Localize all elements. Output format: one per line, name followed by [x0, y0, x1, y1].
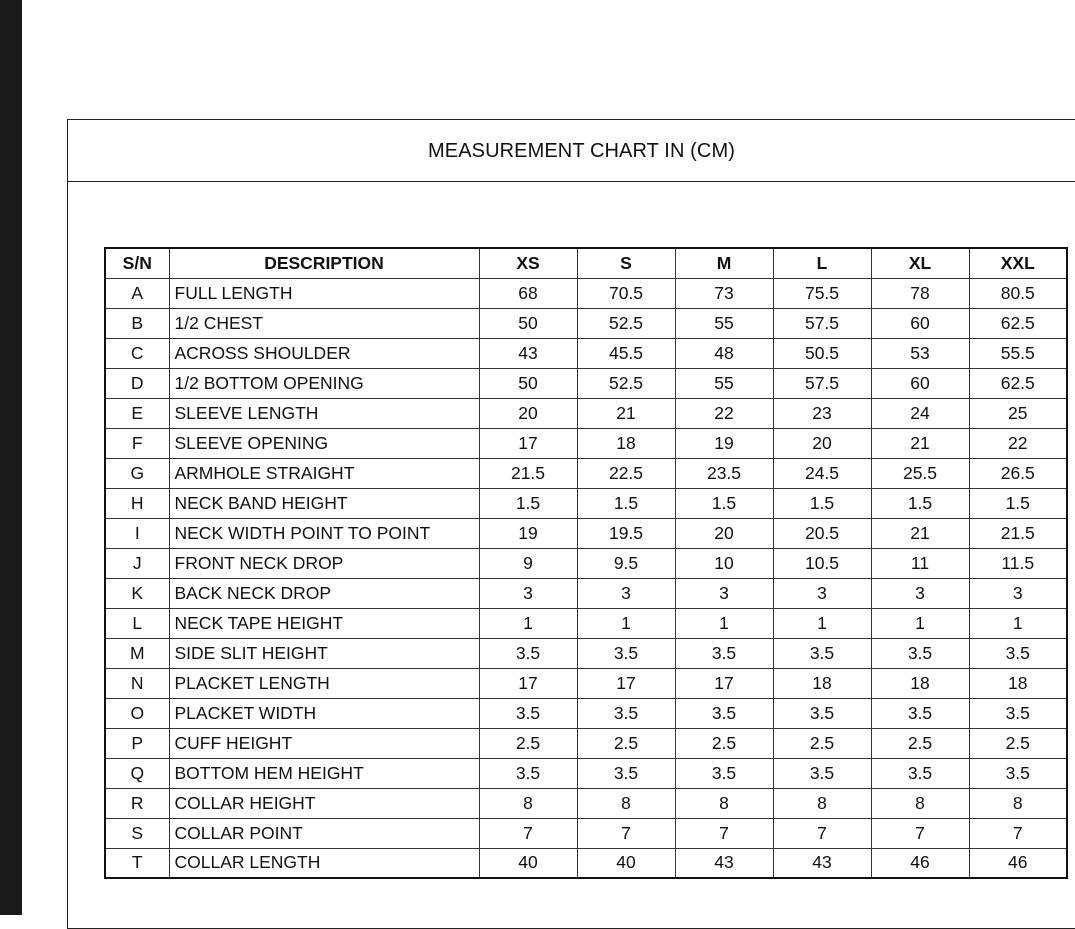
table-row [105, 668, 1067, 698]
cell-xs: 3.5 [479, 698, 577, 728]
cell-xs: 17 [479, 428, 577, 458]
cell-xl: 11 [871, 548, 969, 578]
cell-description: FULL LENGTH [169, 278, 479, 308]
cell-l: 1 [773, 608, 871, 638]
cell-m: 3.5 [675, 758, 773, 788]
table-row [105, 368, 1067, 398]
cell-description: SLEEVE OPENING [169, 428, 479, 458]
cell-s: 7 [577, 818, 675, 848]
cell-xl: 60 [871, 368, 969, 398]
table-row [105, 758, 1067, 788]
cell-sn: K [105, 578, 169, 608]
cell-sn: E [105, 398, 169, 428]
cell-l: 43 [773, 848, 871, 878]
cell-m: 43 [675, 848, 773, 878]
cell-m: 10 [675, 548, 773, 578]
cell-description: ACROSS SHOULDER [169, 338, 479, 368]
cell-l: 57.5 [773, 308, 871, 338]
cell-description: NECK TAPE HEIGHT [169, 608, 479, 638]
cell-description: SLEEVE LENGTH [169, 398, 479, 428]
cell-m: 55 [675, 368, 773, 398]
table-row [105, 548, 1067, 578]
left-edge-bar [0, 0, 22, 915]
cell-xxl: 26.5 [969, 458, 1067, 488]
cell-sn: M [105, 638, 169, 668]
cell-sn: J [105, 548, 169, 578]
cell-sn: H [105, 488, 169, 518]
table-row [105, 308, 1067, 338]
cell-l: 7 [773, 818, 871, 848]
cell-s: 2.5 [577, 728, 675, 758]
cell-sn: L [105, 608, 169, 638]
table-row [105, 338, 1067, 368]
cell-xl: 3.5 [871, 638, 969, 668]
cell-xs: 17 [479, 668, 577, 698]
cell-xs: 3 [479, 578, 577, 608]
cell-xs: 21.5 [479, 458, 577, 488]
cell-xl: 3.5 [871, 698, 969, 728]
table-row [105, 608, 1067, 638]
cell-m: 19 [675, 428, 773, 458]
cell-xxl: 18 [969, 668, 1067, 698]
cell-xxl: 22 [969, 428, 1067, 458]
cell-xxl: 1 [969, 608, 1067, 638]
header-description: DESCRIPTION [169, 248, 479, 278]
table-row [105, 848, 1067, 878]
cell-xl: 1.5 [871, 488, 969, 518]
cell-s: 1 [577, 608, 675, 638]
cell-sn: P [105, 728, 169, 758]
cell-m: 22 [675, 398, 773, 428]
cell-xxl: 11.5 [969, 548, 1067, 578]
cell-description: NECK BAND HEIGHT [169, 488, 479, 518]
table-row [105, 788, 1067, 818]
cell-xl: 8 [871, 788, 969, 818]
cell-l: 57.5 [773, 368, 871, 398]
cell-xxl: 21.5 [969, 518, 1067, 548]
cell-xl: 78 [871, 278, 969, 308]
cell-sn: C [105, 338, 169, 368]
cell-s: 22.5 [577, 458, 675, 488]
cell-xxl: 2.5 [969, 728, 1067, 758]
chart-title: MEASUREMENT CHART IN (CM) [428, 140, 735, 162]
cell-xs: 1.5 [479, 488, 577, 518]
cell-xs: 3.5 [479, 638, 577, 668]
cell-description: SIDE SLIT HEIGHT [169, 638, 479, 668]
table-row [105, 728, 1067, 758]
cell-l: 2.5 [773, 728, 871, 758]
cell-description: FRONT NECK DROP [169, 548, 479, 578]
cell-xxl: 8 [969, 788, 1067, 818]
cell-s: 17 [577, 668, 675, 698]
cell-description: COLLAR HEIGHT [169, 788, 479, 818]
cell-description: PLACKET WIDTH [169, 698, 479, 728]
header-xl: XL [871, 248, 969, 278]
cell-l: 20 [773, 428, 871, 458]
table-row [105, 278, 1067, 308]
cell-m: 2.5 [675, 728, 773, 758]
cell-xs: 1 [479, 608, 577, 638]
cell-description: BOTTOM HEM HEIGHT [169, 758, 479, 788]
cell-xs: 8 [479, 788, 577, 818]
cell-m: 1.5 [675, 488, 773, 518]
cell-s: 18 [577, 428, 675, 458]
cell-xxl: 3.5 [969, 698, 1067, 728]
cell-xs: 7 [479, 818, 577, 848]
cell-s: 8 [577, 788, 675, 818]
table-row [105, 698, 1067, 728]
table-row [105, 398, 1067, 428]
cell-s: 45.5 [577, 338, 675, 368]
cell-xl: 60 [871, 308, 969, 338]
cell-s: 3 [577, 578, 675, 608]
cell-xxl: 3.5 [969, 638, 1067, 668]
header-xxl: XXL [969, 248, 1067, 278]
cell-description: NECK WIDTH POINT TO POINT [169, 518, 479, 548]
cell-xl: 46 [871, 848, 969, 878]
cell-sn: O [105, 698, 169, 728]
cell-xs: 40 [479, 848, 577, 878]
cell-m: 7 [675, 818, 773, 848]
cell-xxl: 7 [969, 818, 1067, 848]
cell-l: 24.5 [773, 458, 871, 488]
cell-xl: 53 [871, 338, 969, 368]
cell-xxl: 3 [969, 578, 1067, 608]
cell-xs: 68 [479, 278, 577, 308]
cell-m: 55 [675, 308, 773, 338]
cell-description: BACK NECK DROP [169, 578, 479, 608]
cell-m: 17 [675, 668, 773, 698]
cell-s: 70.5 [577, 278, 675, 308]
cell-m: 1 [675, 608, 773, 638]
cell-sn: F [105, 428, 169, 458]
cell-l: 10.5 [773, 548, 871, 578]
cell-l: 18 [773, 668, 871, 698]
cell-sn: D [105, 368, 169, 398]
cell-sn: N [105, 668, 169, 698]
cell-s: 9.5 [577, 548, 675, 578]
cell-s: 19.5 [577, 518, 675, 548]
cell-l: 3.5 [773, 698, 871, 728]
cell-s: 52.5 [577, 368, 675, 398]
measurement-table [104, 247, 1068, 879]
table-row [105, 578, 1067, 608]
cell-xl: 18 [871, 668, 969, 698]
table-row [105, 518, 1067, 548]
cell-xs: 20 [479, 398, 577, 428]
table-row [105, 818, 1067, 848]
cell-xl: 3 [871, 578, 969, 608]
cell-s: 40 [577, 848, 675, 878]
cell-l: 3 [773, 578, 871, 608]
cell-m: 3.5 [675, 638, 773, 668]
cell-xs: 2.5 [479, 728, 577, 758]
cell-xxl: 25 [969, 398, 1067, 428]
cell-m: 3 [675, 578, 773, 608]
cell-m: 23.5 [675, 458, 773, 488]
cell-xs: 50 [479, 368, 577, 398]
cell-l: 20.5 [773, 518, 871, 548]
cell-l: 75.5 [773, 278, 871, 308]
cell-l: 3.5 [773, 638, 871, 668]
cell-l: 8 [773, 788, 871, 818]
cell-xs: 3.5 [479, 758, 577, 788]
cell-s: 1.5 [577, 488, 675, 518]
cell-xxl: 46 [969, 848, 1067, 878]
cell-sn: A [105, 278, 169, 308]
cell-description: ARMHOLE STRAIGHT [169, 458, 479, 488]
cell-l: 50.5 [773, 338, 871, 368]
cell-xs: 9 [479, 548, 577, 578]
cell-xxl: 62.5 [969, 368, 1067, 398]
cell-s: 21 [577, 398, 675, 428]
cell-xxl: 3.5 [969, 758, 1067, 788]
cell-m: 20 [675, 518, 773, 548]
cell-xl: 21 [871, 518, 969, 548]
chart-title-bar [68, 120, 1075, 182]
cell-description: CUFF HEIGHT [169, 728, 479, 758]
cell-description: 1/2 CHEST [169, 308, 479, 338]
cell-s: 3.5 [577, 698, 675, 728]
table-row [105, 638, 1067, 668]
cell-l: 1.5 [773, 488, 871, 518]
cell-xl: 21 [871, 428, 969, 458]
cell-sn: I [105, 518, 169, 548]
header-sn: S/N [105, 248, 169, 278]
cell-s: 3.5 [577, 758, 675, 788]
header-xs: XS [479, 248, 577, 278]
table-row [105, 488, 1067, 518]
cell-xl: 3.5 [871, 758, 969, 788]
cell-m: 3.5 [675, 698, 773, 728]
cell-m: 73 [675, 278, 773, 308]
header-m: M [675, 248, 773, 278]
cell-m: 8 [675, 788, 773, 818]
cell-xxl: 62.5 [969, 308, 1067, 338]
cell-sn: G [105, 458, 169, 488]
cell-xs: 19 [479, 518, 577, 548]
header-l: L [773, 248, 871, 278]
cell-l: 23 [773, 398, 871, 428]
cell-description: COLLAR POINT [169, 818, 479, 848]
cell-description: COLLAR LENGTH [169, 848, 479, 878]
cell-s: 52.5 [577, 308, 675, 338]
cell-xl: 1 [871, 608, 969, 638]
header-s: S [577, 248, 675, 278]
cell-description: PLACKET LENGTH [169, 668, 479, 698]
cell-description: 1/2 BOTTOM OPENING [169, 368, 479, 398]
cell-s: 3.5 [577, 638, 675, 668]
cell-xl: 2.5 [871, 728, 969, 758]
table-row [105, 458, 1067, 488]
cell-xl: 7 [871, 818, 969, 848]
cell-xxl: 55.5 [969, 338, 1067, 368]
cell-xl: 24 [871, 398, 969, 428]
cell-sn: S [105, 818, 169, 848]
cell-xs: 50 [479, 308, 577, 338]
cell-xxl: 1.5 [969, 488, 1067, 518]
table-row [105, 428, 1067, 458]
cell-sn: R [105, 788, 169, 818]
cell-xl: 25.5 [871, 458, 969, 488]
table-body [105, 278, 1067, 878]
cell-sn: B [105, 308, 169, 338]
cell-xs: 43 [479, 338, 577, 368]
cell-xxl: 80.5 [969, 278, 1067, 308]
table-header-row [105, 248, 1067, 278]
cell-sn: T [105, 848, 169, 878]
cell-l: 3.5 [773, 758, 871, 788]
cell-sn: Q [105, 758, 169, 788]
cell-m: 48 [675, 338, 773, 368]
